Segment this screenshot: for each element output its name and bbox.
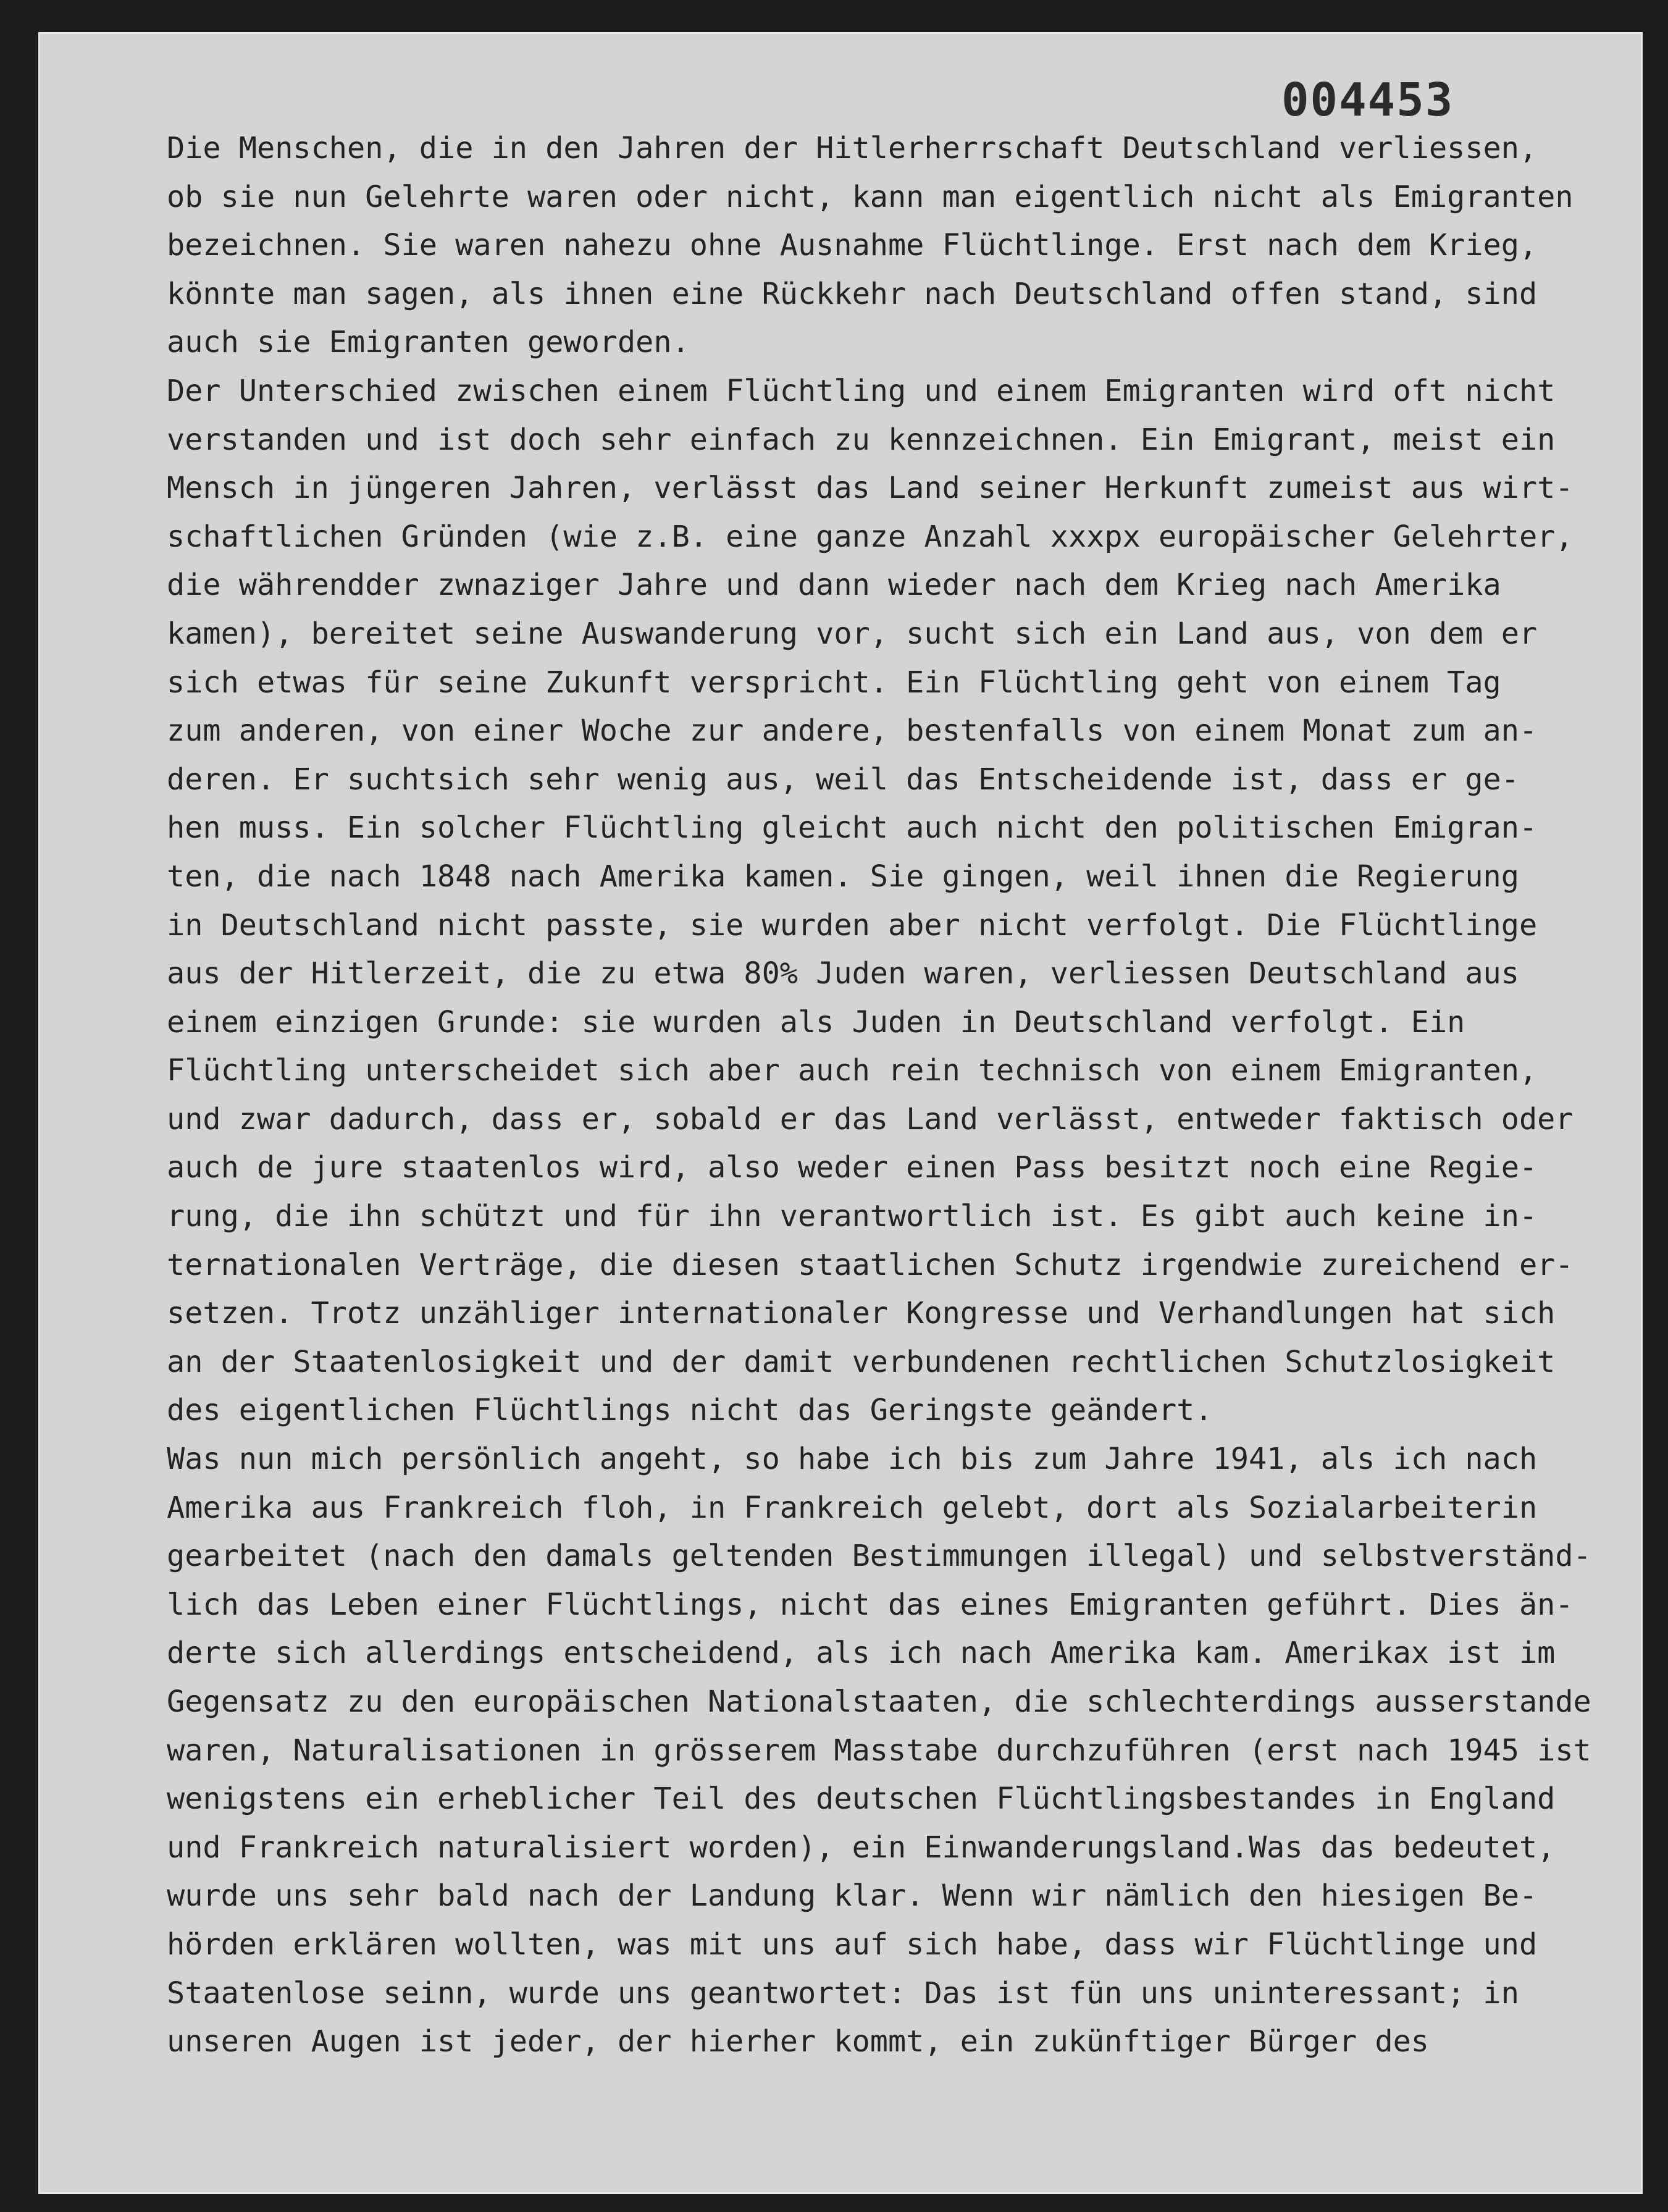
text-line: auch de jure staatenlos wird, also weder einen Pass besitzt noch eine Regie- [167, 1150, 1538, 1185]
text-line: deren. Er suchtsich sehr wenig aus, weil das Entscheidende ist, dass er ge- [167, 762, 1519, 797]
text-line: sich etwas für seine Zukunft verspricht. Ein Flüchtling geht von einem Tag [167, 665, 1501, 700]
text-line: unseren Augen ist jeder, der hierher kommt, ein zukünftiger Bürger des [167, 2024, 1429, 2059]
text-line: und zwar dadurch, dass er, sobald er das Land verlässt, entweder faktisch oder [167, 1101, 1574, 1137]
text-line: auch sie Emigranten geworden. [167, 325, 690, 360]
text-line: rung, die ihn schützt und für ihn verantwortlich ist. Es gibt auch keine in- [167, 1199, 1538, 1234]
text-line: schaftlichen Gründen (wie z.B. eine ganze Anzahl xxxpx europäischer Gelehrter, [167, 519, 1574, 554]
text-line: Staatenlose seinn, wurde uns geantwortet: Das ist fün uns uninteressant; in [167, 1975, 1519, 2011]
text-line: und Frankreich naturalisiert worden), ein Einwanderungsland.Was das bedeutet, [167, 1830, 1556, 1865]
text-line: derte sich allerdings entscheidend, als ich nach Amerika kam. Amerikax ist im [167, 1636, 1556, 1671]
body-text [167, 124, 1643, 2066]
text-line: kamen), bereitet seine Auswanderung vor, sucht sich ein Land aus, von dem er [167, 616, 1538, 651]
text-line: die währendder zwnaziger Jahre und dann wieder nach dem Krieg nach Amerika [167, 568, 1501, 603]
text-line: an der Staatenlosigkeit und der damit verbundenen rechtlichen Schutzlosigkeit [167, 1344, 1556, 1379]
text-line: verstanden und ist doch sehr einfach zu kennzeichnen. Ein Emigrant, meist ein [167, 422, 1556, 457]
text-line: Flüchtling unterscheidet sich aber auch rein technisch von einem Emigranten, [167, 1053, 1538, 1088]
text-line: Der Unterschied zwischen einem Flüchtling und einem Emigranten wird oft nicht [167, 373, 1556, 408]
text-line: des eigentlichen Flüchtlings nicht das Geringste geändert. [167, 1393, 1213, 1428]
text-line: ten, die nach 1848 nach Amerika kamen. Sie gingen, weil ihnen die Regierung [167, 859, 1519, 894]
text-line: hörden erklären wollten, was mit uns auf sich habe, dass wir Flüchtlinge und [167, 1927, 1538, 1962]
text-line: einem einzigen Grunde: sie wurden als Juden in Deutschland verfolgt. Ein [167, 1004, 1465, 1040]
text-line: Gegensatz zu den europäischen Nationalstaaten, die schlechterdings ausserstande [167, 1684, 1591, 1719]
text-line: gearbeitet (nach den damals geltenden Bestimmungen illegal) und selbstverständ- [167, 1539, 1591, 1574]
text-line: wenigstens ein erheblicher Teil des deutschen Flüchtlingsbestandes in England [167, 1781, 1556, 1817]
text-line: lich das Leben einer Flüchtlings, nicht das eines Emigranten geführt. Dies än- [167, 1587, 1574, 1622]
text-line: in Deutschland nicht passte, sie wurden aber nicht verfolgt. Die Flüchtlinge [167, 907, 1538, 943]
text-line: Die Menschen, die in den Jahren der Hitlerherrschaft Deutschland verliessen, [167, 131, 1538, 166]
text-line: ternationalen Verträge, die diesen staatlichen Schutz irgendwie zureichend er- [167, 1247, 1574, 1282]
text-line: aus der Hitlerzeit, die zu etwa 80% Juden waren, verliessen Deutschland aus [167, 956, 1519, 991]
text-line: wurde uns sehr bald nach der Landung klar. Wenn wir nämlich den hiesigen Be- [167, 1878, 1538, 1914]
typewritten-page [38, 32, 1643, 2194]
page-number: 004453 [1281, 74, 1454, 127]
text-line: könnte man sagen, als ihnen eine Rückkehr nach Deutschland offen stand, sind [167, 276, 1538, 311]
text-line: ob sie nun Gelehrte waren oder nicht, kann man eigentlich nicht als Emigranten [167, 179, 1574, 214]
text-line: zum anderen, von einer Woche zur andere, bestenfalls von einem Monat zum an- [167, 713, 1538, 749]
text-line: Was nun mich persönlich angeht, so habe ich bis zum Jahre 1941, als ich nach [167, 1442, 1538, 1477]
text-line: setzen. Trotz unzähliger internationaler Kongresse und Verhandlungen hat sich [167, 1296, 1556, 1331]
text-line: hen muss. Ein solcher Flüchtling gleicht auch nicht den politischen Emigran- [167, 810, 1538, 846]
text-line: Mensch in jüngeren Jahren, verlässt das Land seiner Herkunft zumeist aus wirt- [167, 471, 1574, 506]
text-line: Amerika aus Frankreich floh, in Frankreich gelebt, dort als Sozialarbeiterin [167, 1490, 1538, 1525]
text-line: bezeichnen. Sie waren nahezu ohne Ausnahme Flüchtlinge. Erst nach dem Krieg, [167, 228, 1538, 263]
text-line: waren, Naturalisationen in grösserem Masstabe durchzuführen (erst nach 1945 ist [167, 1733, 1591, 1768]
